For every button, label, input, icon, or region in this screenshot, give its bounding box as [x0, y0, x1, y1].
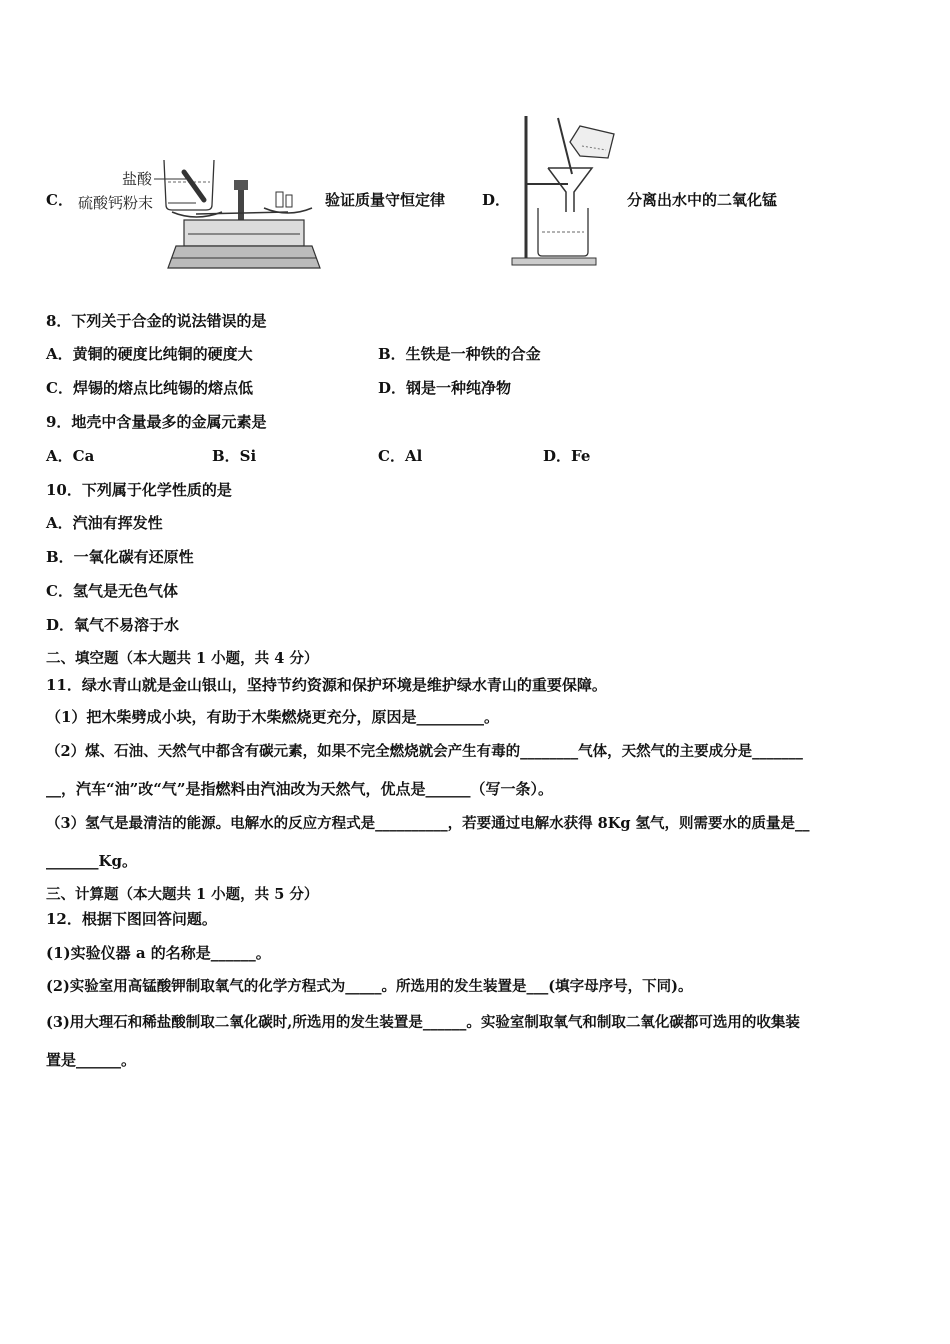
balance-apparatus-figure: [76, 150, 326, 275]
q11-part1: （1）把木柴劈成小块，有助于木柴燃烧更充分，原因是_________。: [46, 708, 499, 726]
hcl-label: 盐酸: [122, 170, 153, 188]
q12-part2: (2)实验室用高锰酸钾制取氧气的化学方程式为_____。所选用的发生装置是___(填字母序号，下同)。: [46, 978, 693, 995]
q9-option-a: A．Ca: [46, 447, 95, 465]
q10-stem: 10．下列属于化学性质的是: [46, 481, 232, 499]
q11-stem: 11．绿水青山就是金山银山，坚持节约资源和保护环境是维护绿水青山的重要保障。: [46, 676, 607, 694]
q7-option-d-text: 分离出水中的二氧化锰: [627, 191, 778, 209]
q9-option-c: C．Al: [378, 447, 423, 465]
q10-option-b: B．一氧化碳有还原性: [46, 548, 194, 566]
q9-option-d: D．Fe: [543, 447, 591, 465]
q8-option-b: B．生铁是一种铁的合金: [378, 345, 541, 363]
q8-option-c: C．焊锡的熔点比纯锡的熔点低: [46, 379, 253, 397]
q8-stem: 8．下列关于合金的说法错误的是: [46, 312, 267, 330]
q12-part1: (1)实验仪器 a 的名称是______。: [46, 944, 271, 962]
q12-part3-line1: (3)用大理石和稀盐酸制取二氧化碳时,所选用的发生装置是______。实验室制取氧气和制取二氧化碳都可选用的收集装: [46, 1014, 800, 1031]
q9-stem: 9．地壳中含量最多的金属元素是: [46, 413, 267, 431]
q7-option-d-letter: D．: [482, 191, 511, 209]
section3-heading: 三、计算题（本大题共 1 小题，共 5 分）: [46, 886, 319, 903]
calcium-sulfate-label: 硫酸钙粉末: [78, 194, 154, 212]
q10-option-a: A．汽油有挥发性: [46, 514, 163, 532]
q9-option-b: B．Si: [212, 447, 257, 465]
q11-part2-line1: （2）煤、石油、天然气中都含有碳元素，如果不完全燃烧就会产生有毒的________气体，天然气的主要成分是_______: [46, 743, 803, 760]
q12-part3-line2: 置是______。: [46, 1051, 137, 1069]
q11-part3-line2: _______Kg。: [46, 852, 138, 870]
q12-stem: 12．根据下图回答问题。: [46, 910, 217, 928]
q8-option-a: A．黄铜的硬度比纯铜的硬度大: [46, 345, 253, 363]
q11-part2-line2: __，汽车“油”改“气”是指燃料由汽油改为天然气，优点是______（写一条）。: [46, 780, 554, 798]
q7-option-c-letter: C．: [46, 191, 73, 209]
q8-option-d: D．钢是一种纯净物: [378, 379, 512, 397]
section2-heading: 二、填空题（本大题共 1 小题，共 4 分）: [46, 650, 319, 667]
q7-option-c-text: 验证质量守恒定律: [325, 191, 446, 209]
q10-option-d: D．氧气不易溶于水: [46, 616, 180, 634]
q11-part3-line1: （3）氢气是最清洁的能源。电解水的反应方程式是__________，若要通过电解水获得 8Kg 氢气，则需要水的质量是__: [46, 815, 810, 832]
q10-option-c: C．氢气是无色气体: [46, 582, 178, 600]
filtration-apparatus-figure: [508, 112, 626, 268]
